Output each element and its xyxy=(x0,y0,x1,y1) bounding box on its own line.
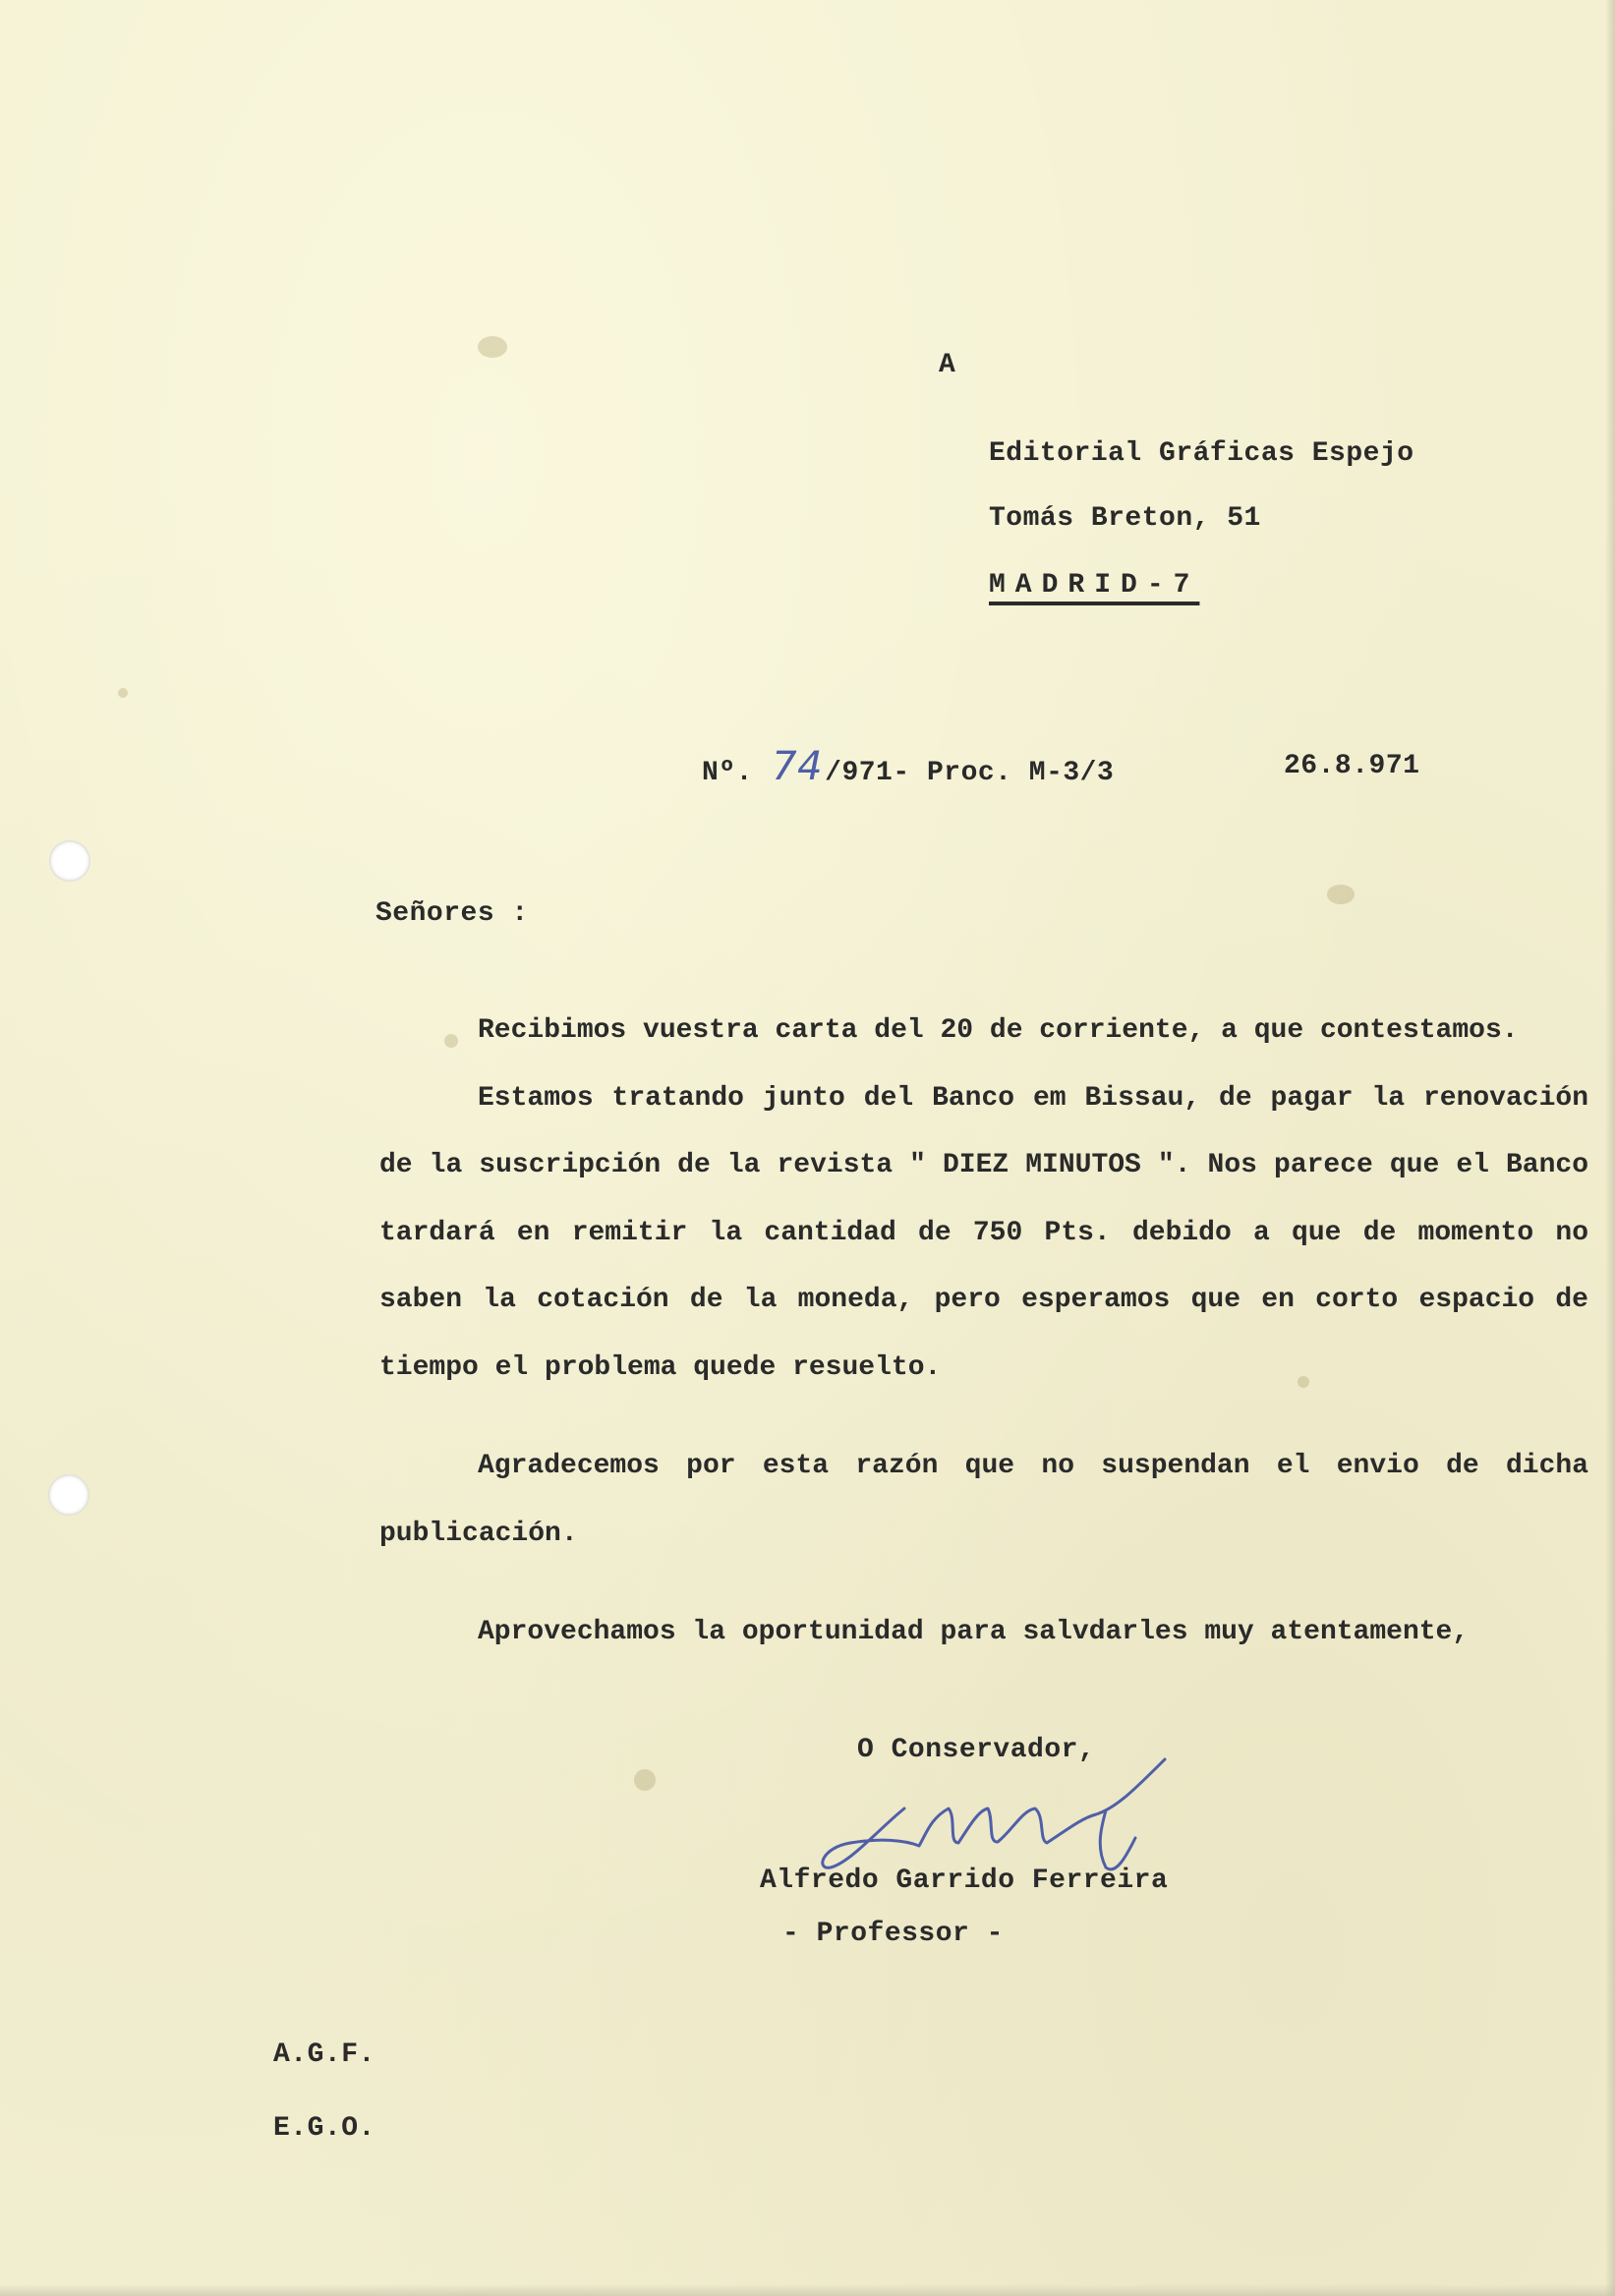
closing-role: O Conservador, xyxy=(857,1735,1096,1765)
sheet-bottom-edge xyxy=(0,2284,1615,2296)
reference-prefix: Nº. xyxy=(702,758,753,788)
punch-hole xyxy=(48,1474,89,1516)
reference-suffix: /971- Proc. M-3/3 xyxy=(825,758,1115,788)
foxing-spot xyxy=(634,1769,656,1791)
initials-line: A.G.F. xyxy=(273,2039,375,2070)
reference-line xyxy=(702,744,1115,791)
letter-body xyxy=(379,998,1588,1667)
handwritten-signature xyxy=(811,1750,1184,1877)
salutation: Señores : xyxy=(375,898,529,929)
reference-number-handwritten: 74 xyxy=(772,744,824,789)
recipient-preposition: A xyxy=(939,350,956,380)
initials-line: E.G.O. xyxy=(273,2113,375,2144)
recipient-name: Editorial Gráficas Espejo xyxy=(989,438,1414,469)
paragraph: Recibimos vuestra carta del 20 de corriente, a que contestamos. xyxy=(478,1015,1519,1046)
signatory-name: Alfredo Garrido Ferreira xyxy=(760,1866,1169,1896)
sheet-right-edge xyxy=(1605,0,1615,2296)
signatory-title: - Professor - xyxy=(782,1919,1004,1949)
paragraph: Estamos tratando junto del Banco em Bissau, de pagar la renovación de la suscripción de la revista " DIEZ MINUTOS ". Nos parece que el Banco tardará en remitir la cantidad de 750 Pts. debido a que de momento no saben la cotación de la moneda, pero esperamos que en corto espacio de tiempo el problema quede resuelto. xyxy=(379,1082,1588,1383)
foxing-spot xyxy=(478,336,507,358)
foxing-spot xyxy=(1327,885,1355,904)
punch-hole xyxy=(49,840,90,882)
foxing-spot xyxy=(118,688,128,698)
letter-date: 26.8.971 xyxy=(1284,751,1420,781)
paragraph: Agradecemos por esta razón que no suspendan el envio de dicha publicación. xyxy=(379,1451,1588,1549)
recipient-city: MADRID-7 xyxy=(989,570,1200,601)
paragraph: Aprovechamos la oportunidad para salvdarles muy atentamente, xyxy=(478,1617,1470,1647)
recipient-street: Tomás Breton, 51 xyxy=(989,503,1261,534)
